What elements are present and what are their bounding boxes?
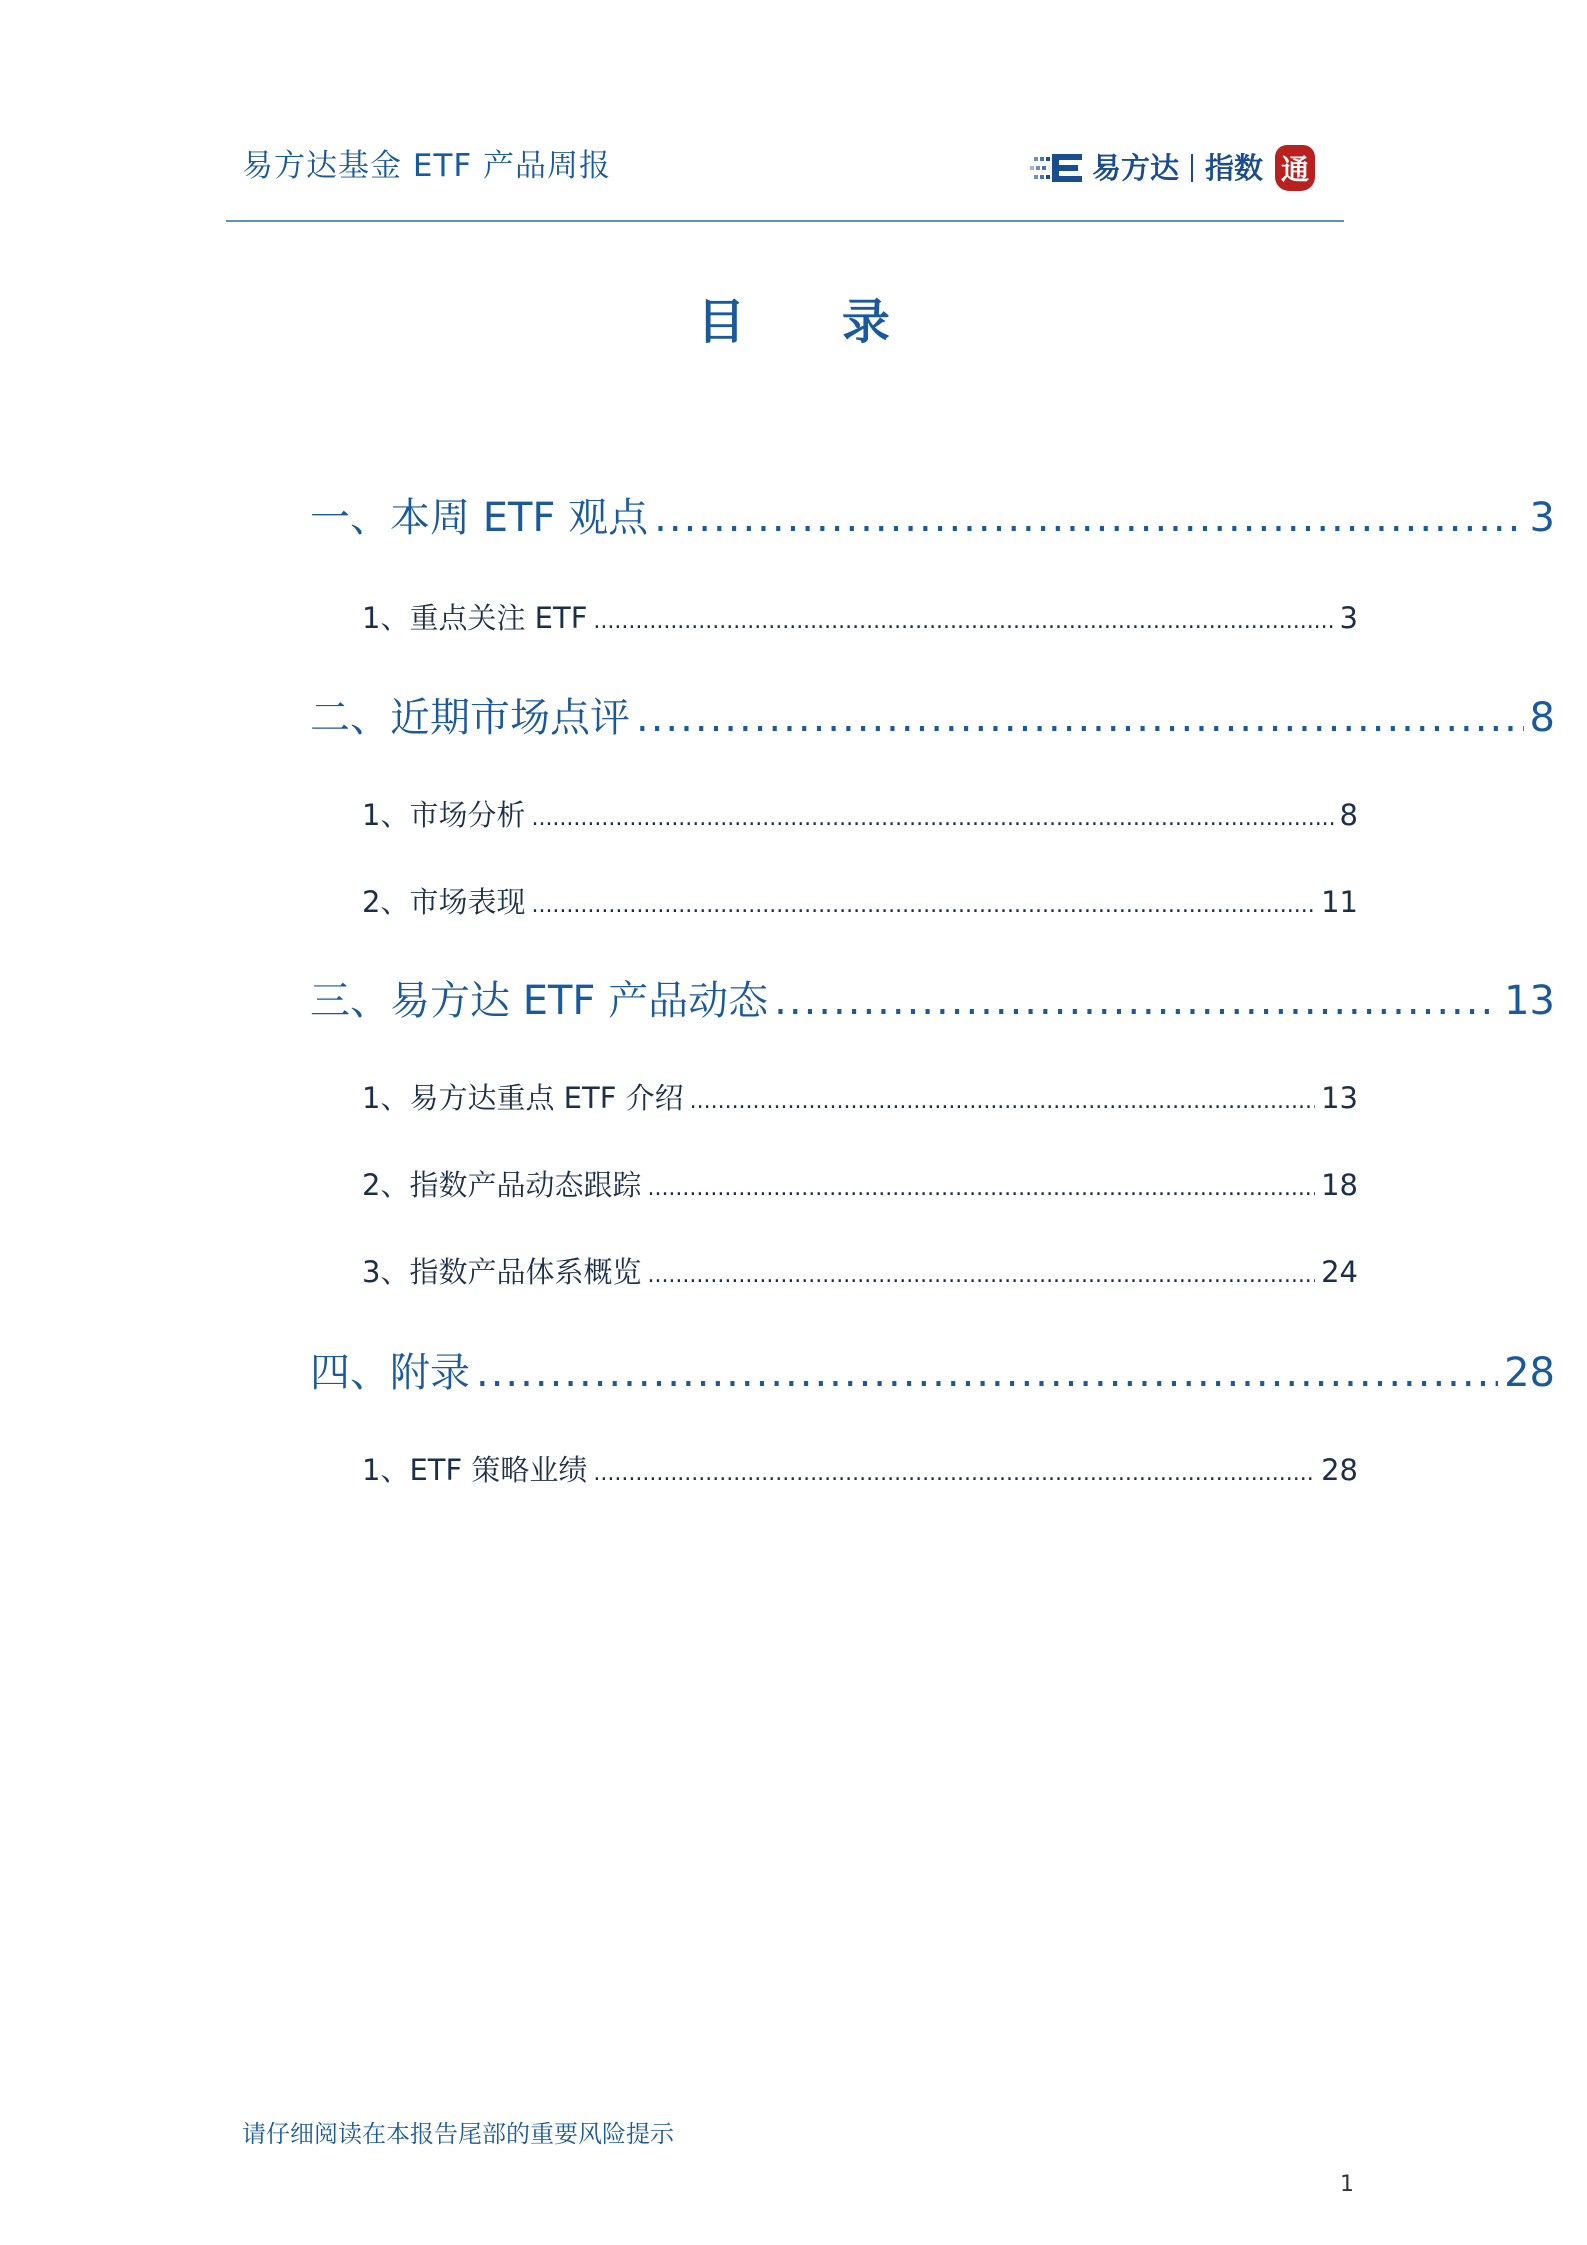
brand-logo [1030, 138, 1315, 198]
toc-entry-page: 13 [1504, 978, 1555, 1024]
toc-entry-label: 1、重点关注 ETF [362, 601, 588, 635]
toc-leader-dots [531, 886, 1315, 926]
toc-leader-dots [654, 490, 1523, 546]
brand-logo-mark-icon [1030, 151, 1084, 185]
header-divider [226, 220, 1344, 222]
toc-leader-dots [593, 602, 1333, 642]
toc-title: 目 录 [697, 294, 930, 350]
toc-entry-label: 2、指数产品动态跟踪 [362, 1168, 642, 1202]
toc-entry-page: 3 [1529, 495, 1555, 541]
toc-leader-dots [690, 1082, 1315, 1122]
toc-leader-dots [636, 690, 1524, 746]
brand-logo-subtitle: 指数 [1205, 151, 1264, 185]
toc-leader-dots [647, 1256, 1315, 1296]
toc-entry-page: 24 [1321, 1255, 1358, 1289]
toc-entry-page: 3 [1339, 601, 1358, 635]
toc-entry-3-2[interactable] [362, 1165, 1358, 1209]
toc-entry-label: 一、本周 ETF 观点 [310, 495, 649, 541]
toc-leader-dots [593, 1454, 1315, 1494]
toc-entry-label: 2、市场表现 [362, 885, 526, 919]
toc-entry-2-1[interactable] [362, 795, 1358, 839]
toc-entry-label: 3、指数产品体系概览 [362, 1255, 642, 1289]
toc-entry-page: 8 [1529, 695, 1555, 741]
toc-entry-1[interactable] [310, 490, 1555, 546]
toc-entry-label: 二、近期市场点评 [310, 695, 630, 741]
toc-entry-page: 11 [1321, 885, 1358, 919]
report-header-title: 易方达基金 ETF 产品周报 [242, 148, 612, 184]
toc-entry-label: 1、易方达重点 ETF 介绍 [362, 1081, 684, 1115]
toc-entry-4-1[interactable] [362, 1450, 1358, 1494]
toc-entry-4[interactable] [310, 1345, 1555, 1401]
toc-entry-page: 28 [1321, 1453, 1358, 1487]
risk-disclaimer-note: 请仔细阅读在本报告尾部的重要风险提示 [242, 2120, 674, 2148]
toc-entry-label: 1、市场分析 [362, 798, 526, 832]
brand-logo-separator [1191, 154, 1193, 182]
toc-entry-page: 18 [1321, 1168, 1358, 1202]
page-number: 1 [1340, 2172, 1354, 2197]
toc-leader-dots [476, 1345, 1498, 1401]
toc-leader-dots [774, 973, 1498, 1029]
toc-entry-3-1[interactable] [362, 1078, 1358, 1122]
toc-entry-label: 1、ETF 策略业绩 [362, 1453, 588, 1487]
toc-entry-label: 四、附录 [310, 1350, 470, 1396]
toc-entry-page: 28 [1504, 1350, 1555, 1396]
toc-entry-2[interactable] [310, 690, 1555, 746]
toc-entry-3[interactable] [310, 973, 1555, 1029]
brand-logo-seal: 通 [1275, 145, 1315, 191]
toc-leader-dots [647, 1169, 1315, 1209]
toc-entry-1-1[interactable] [362, 598, 1358, 642]
toc-entry-3-3[interactable] [362, 1252, 1358, 1296]
toc-entry-page: 13 [1321, 1081, 1358, 1115]
toc-entry-2-2[interactable] [362, 882, 1358, 926]
toc-entry-page: 8 [1339, 798, 1358, 832]
toc-leader-dots [531, 799, 1333, 839]
brand-logo-name: 易方达 [1092, 151, 1180, 185]
toc-entry-label: 三、易方达 ETF 产品动态 [310, 978, 769, 1024]
